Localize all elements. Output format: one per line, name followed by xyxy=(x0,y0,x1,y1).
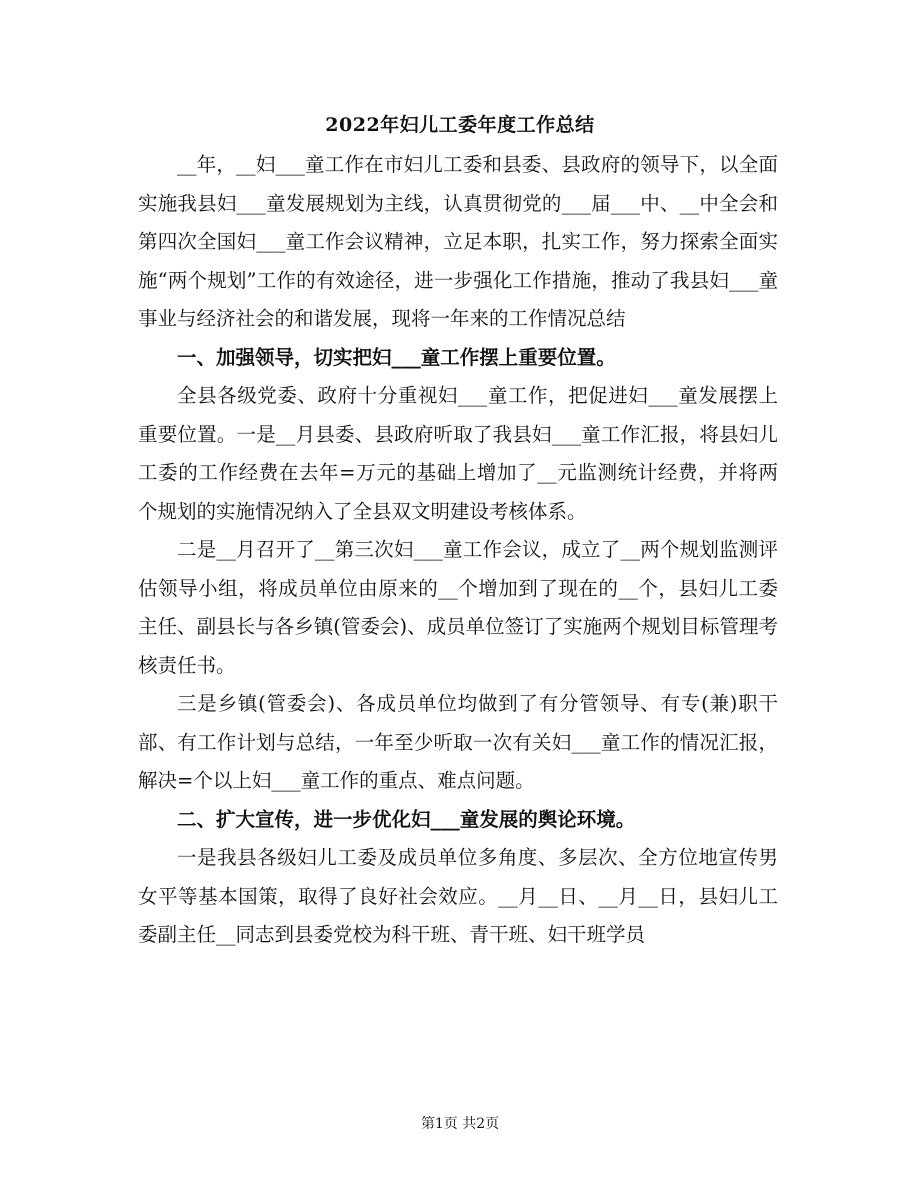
body-paragraph: 全县各级党委、政府十分重视妇___童工作，把促进妇___童发展摆上重要位置。一是__月县委、县政府听取了我县妇___童工作汇报，将县妇儿工委的工作经费在去年=万元的基础上增加了__元监测统计经费，并将两个规划的实施情况纳入了全县双文明建设考核体系。 xyxy=(138,384,778,523)
section-heading-2: 二、扩大宣传，进一步优化妇___童发展的舆论环境。 xyxy=(177,807,636,831)
body-paragraph: 二是__月召开了__第三次妇___童工作会议，成立了__两个规划监测评估领导小组，将成员单位由原来的__个增加到了现在的__个，县妇儿工委主任、副县长与各乡镇(管委会)、成员单位签订了实施两个规划目标管理考核责任书。 xyxy=(138,538,778,677)
page-number-footer: 第1页 共2页 xyxy=(420,1116,500,1132)
document-title: 2022年妇儿工委年度工作总结 xyxy=(325,114,595,136)
body-paragraph: 一是我县各级妇儿工委及成员单位多角度、多层次、全方位地宣传男女平等基本国策，取得了良好社会效应。__月__日、__月__日，县妇儿工委副主任__同志到县委党校为科干班、青干班、妇干班学员 xyxy=(138,846,778,946)
section-heading-1: 一、加强领导，切实把妇___童工作摆上重要位置。 xyxy=(177,345,616,369)
intro-paragraph: __年，__妇___童工作在市妇儿工委和县委、县政府的领导下，以全面实施我县妇___童发展规划为主线，认真贯彻党的___届___中、__中全会和第四次全国妇___童工作会议精神，立足本职，扎实工作，努力探索全面实施“两个规划”工作的有效途径，进一步强化工作措施，推动了我县妇___童事业与经济社会的和谐发展，现将一年来的工作情况总结 xyxy=(138,153,778,330)
document-body xyxy=(138,146,778,955)
body-paragraph: 三是乡镇(管委会)、各成员单位均做到了有分管领导、有专(兼)职干部、有工作计划与总结，一年至少听取一次有关妇___童工作的情况汇报，解决=个以上妇___童工作的重点、难点问题。 xyxy=(138,692,778,792)
